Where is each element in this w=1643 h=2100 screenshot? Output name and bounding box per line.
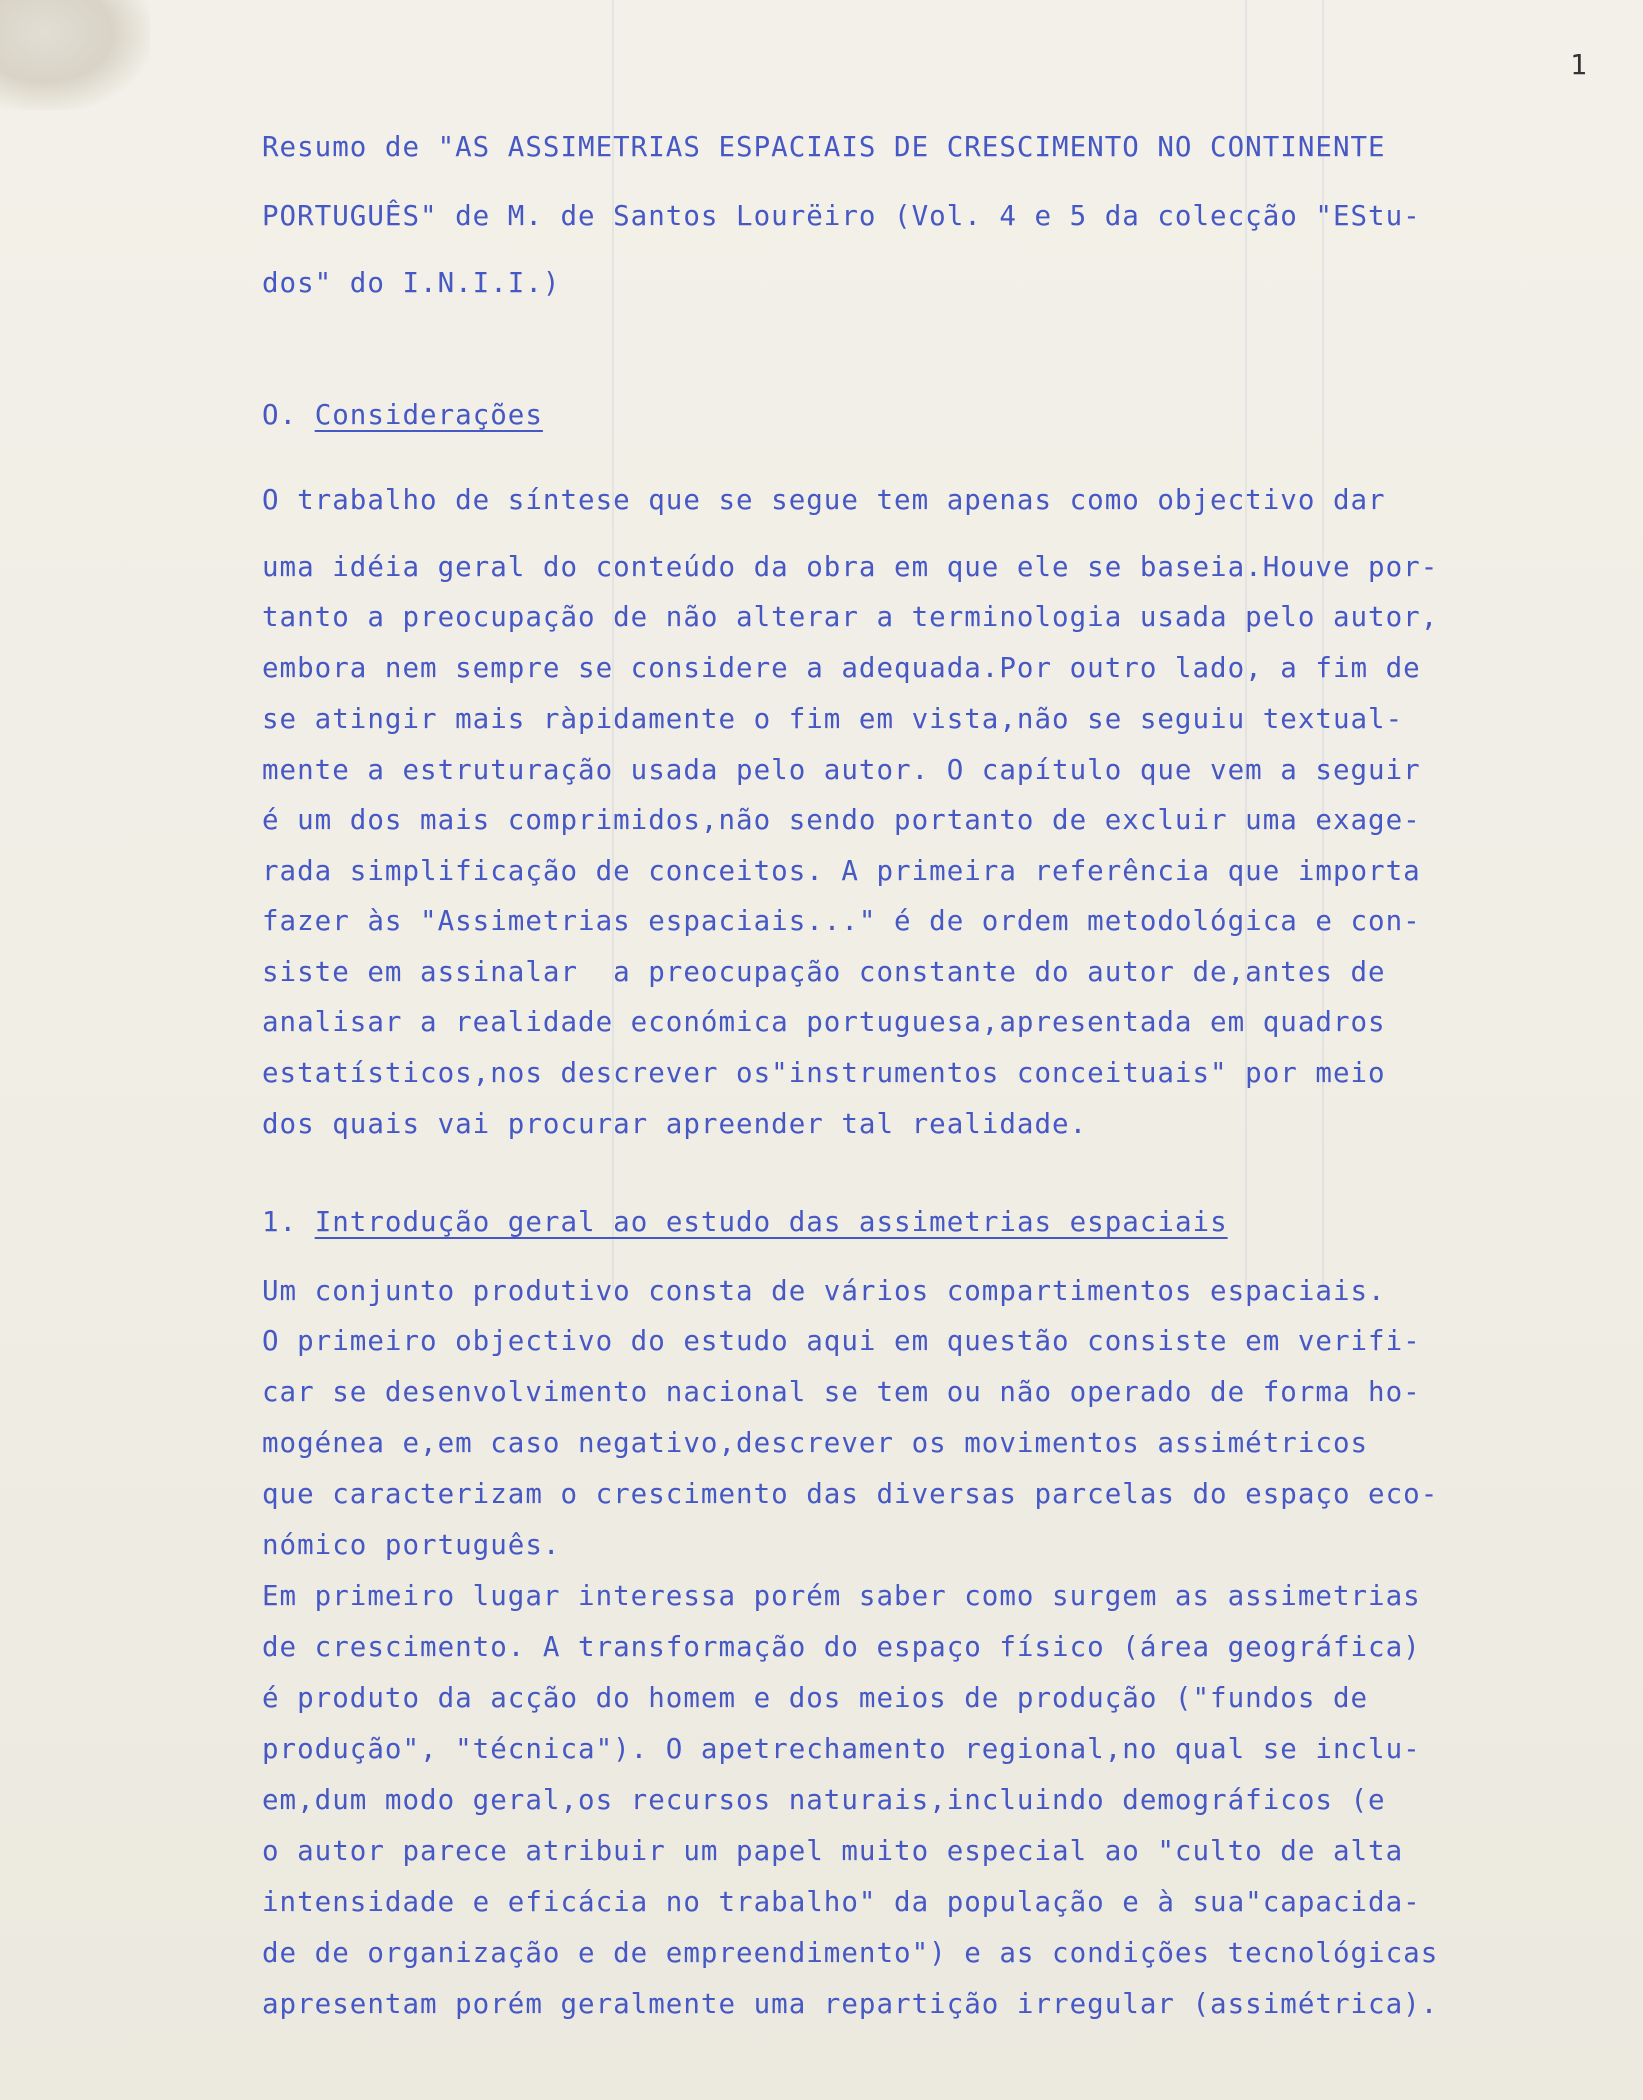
section-heading	[262, 399, 543, 431]
text-line: mogénea e,em caso negativo,descrever os movimentos assimétricos	[262, 1427, 1369, 1459]
text-line: uma idéia geral do conteúdo da obra em que ele se baseia.Houve por-	[262, 551, 1439, 583]
show-through-line	[1322, 0, 1324, 1290]
text-line: O trabalho de síntese que se segue tem apenas como objectivo dar	[262, 484, 1386, 516]
section-number: O.	[262, 399, 298, 431]
text-line: tanto a preocupação de não alterar a terminologia usada pelo autor,	[262, 601, 1439, 633]
text-line: intensidade e eficácia no trabalho" da população e à sua"capacida-	[262, 1886, 1421, 1918]
title-line: Resumo de "AS ASSIMETRIAS ESPACIAIS DE CRESCIMENTO NO CONTINENTE	[262, 131, 1386, 163]
text-line: embora nem sempre se considere a adequada.Por outro lado, a fim de	[262, 652, 1421, 684]
text-line: analisar a realidade económica portuguesa,apresentada em quadros	[262, 1006, 1386, 1038]
text-line: Em primeiro lugar interessa porém saber como surgem as assimetrias	[262, 1580, 1421, 1612]
text-line: é um dos mais comprimidos,não sendo portanto de excluir uma exage-	[262, 804, 1421, 836]
text-line: de de organização e de empreendimento") e as condições tecnológicas	[262, 1937, 1439, 1969]
page-number: 1	[1570, 48, 1587, 81]
title-line: dos" do I.N.I.I.)	[262, 267, 561, 299]
text-line: dos quais vai procurar apreender tal realidade.	[262, 1108, 1088, 1140]
section-title: Considerações	[314, 399, 543, 431]
section-heading	[262, 1206, 1228, 1238]
text-line: o autor parece atribuir um papel muito especial ao "culto de alta	[262, 1835, 1404, 1867]
show-through-line	[1245, 0, 1247, 1290]
text-line: mente a estruturação usada pelo autor. O capítulo que vem a seguir	[262, 754, 1421, 786]
text-line: que caracterizam o crescimento das diversas parcelas do espaço eco-	[262, 1478, 1439, 1510]
text-line: em,dum modo geral,os recursos naturais,incluindo demográficos (e	[262, 1784, 1386, 1816]
text-line: produção", "técnica"). O apetrechamento regional,no qual se inclu-	[262, 1733, 1421, 1765]
text-line: siste em assinalar a preocupação constante do autor de,antes de	[262, 956, 1386, 988]
text-line: se atingir mais ràpidamente o fim em vista,não se seguiu textual-	[262, 703, 1404, 735]
show-through-line	[612, 0, 614, 1290]
text-line: estatísticos,nos descrever os"instrumentos conceituais" por meio	[262, 1057, 1386, 1089]
text-line: Um conjunto produtivo consta de vários compartimentos espaciais.	[262, 1275, 1386, 1307]
text-line: O primeiro objectivo do estudo aqui em questão consiste em verifi-	[262, 1325, 1421, 1357]
title-line: PORTUGUÊS" de M. de Santos Lourëiro (Vol. 4 e 5 da colecção "EStu-	[262, 200, 1421, 232]
text-line: nómico português.	[262, 1529, 561, 1561]
section-number: 1.	[262, 1206, 298, 1238]
text-line: é produto da acção do homem e dos meios de produção ("fundos de	[262, 1682, 1369, 1714]
text-line: fazer às "Assimetrias espaciais..." é de ordem metodológica e con-	[262, 905, 1421, 937]
section-title: Introdução geral ao estudo das assimetrias espaciais	[314, 1206, 1228, 1238]
text-line: de crescimento. A transformação do espaço físico (área geográfica)	[262, 1631, 1421, 1663]
text-line: apresentam porém geralmente uma repartição irregular (assimétrica).	[262, 1988, 1439, 2020]
torn-corner	[0, 0, 150, 110]
text-line: car se desenvolvimento nacional se tem ou não operado de forma ho-	[262, 1376, 1421, 1408]
text-line: rada simplificação de conceitos. A primeira referência que importa	[262, 855, 1421, 887]
